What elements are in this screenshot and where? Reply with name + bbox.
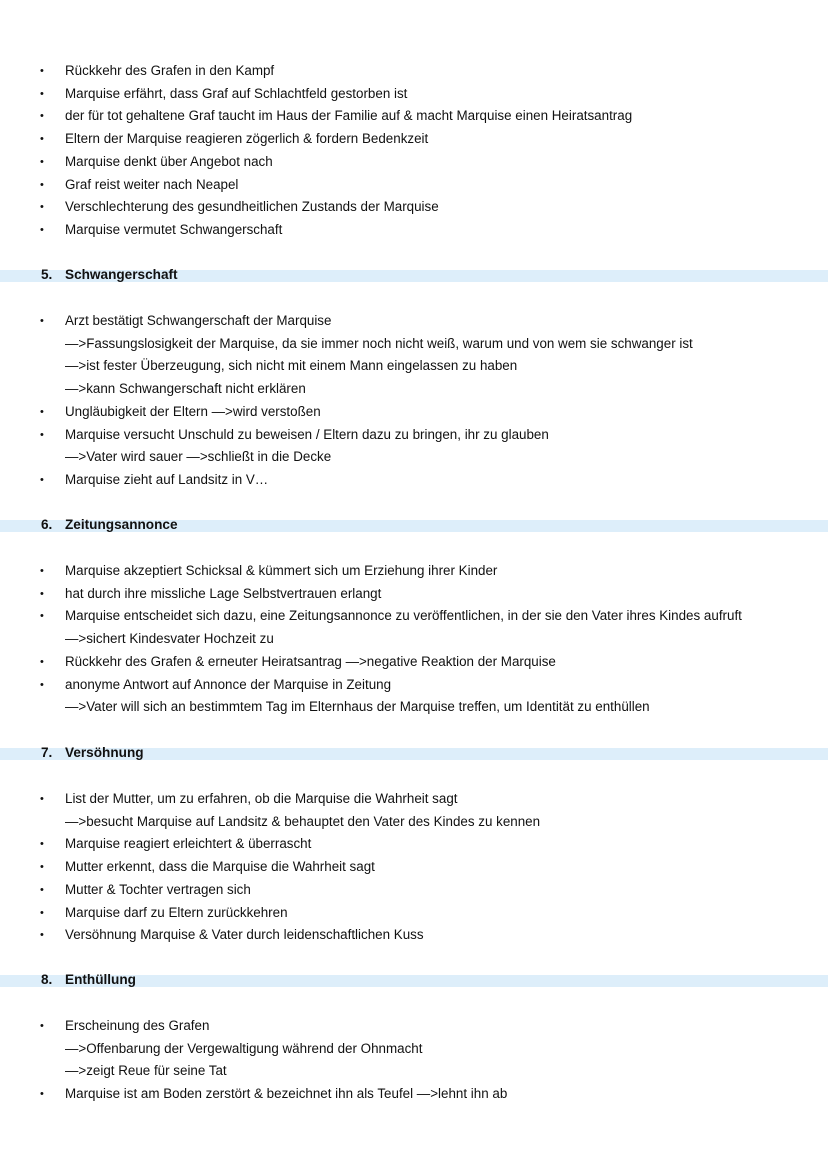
bullet-item	[0, 675, 828, 695]
item-text: Mutter & Tochter vertragen sich	[65, 881, 251, 897]
bullet-icon: •	[40, 861, 44, 874]
item-text: —>besucht Marquise auf Landsitz & behauptet den Vater des Kindes zu kennen	[65, 813, 541, 829]
bullet-icon: •	[40, 929, 44, 942]
bullet-icon: •	[40, 87, 44, 100]
bullet-item	[0, 425, 828, 445]
bullet-item	[0, 152, 828, 172]
bullet-item	[0, 925, 828, 945]
bullet-icon: •	[40, 838, 44, 851]
bullet-icon: •	[40, 110, 44, 123]
item-text: Erscheinung des Grafen	[65, 1018, 210, 1033]
continuation-line	[0, 629, 828, 649]
bullet-item	[0, 84, 828, 104]
item-text: —>ist fester Überzeugung, sich nicht mit einem Mann eingelassen zu haben	[65, 358, 518, 374]
section-number: 7.	[41, 745, 53, 760]
item-text: Marquise versucht Unschuld zu beweisen / Eltern dazu zu bringen, ihr zu glauben	[65, 426, 549, 442]
bullet-item	[0, 106, 828, 126]
bullet-item	[0, 1084, 828, 1104]
continuation-line	[0, 356, 828, 376]
item-text: Marquise ist am Boden zerstört & bezeichnet ihn als Teufel —>lehnt ihn ab	[65, 1086, 508, 1102]
item-text: —>kann Schwangerschaft nicht erklären	[65, 381, 306, 397]
continuation-line	[0, 1039, 828, 1059]
section-number: 6.	[41, 517, 53, 532]
item-text: —>zeigt Reue für seine Tat	[65, 1063, 227, 1079]
continuation-line	[0, 379, 828, 399]
bullet-item	[0, 311, 828, 331]
section-title: Versöhnung	[65, 745, 144, 760]
continuation-line	[0, 812, 828, 832]
item-text: der für tot gehaltene Graf taucht im Haus der Familie auf & macht Marquise einen Heiratsantrag	[65, 108, 633, 124]
bullet-icon: •	[40, 793, 44, 805]
bullet-item	[0, 652, 828, 672]
continuation-line	[0, 447, 828, 467]
item-text: Rückkehr des Grafen & erneuter Heiratsantrag —>negative Reaktion der Marquise	[65, 653, 556, 669]
bullet-icon: •	[40, 678, 44, 691]
bullet-item	[0, 606, 828, 626]
bullet-item	[0, 1016, 828, 1036]
bullet-icon: •	[40, 428, 44, 441]
bullet-icon: •	[40, 223, 44, 236]
item-text: Marquise akzeptiert Schicksal & kümmert sich um Erziehung ihrer Kinder	[65, 563, 498, 578]
item-text: Ungläubigkeit der Eltern —>wird verstoßen	[65, 403, 321, 419]
bullet-item	[0, 129, 828, 149]
bullet-icon: •	[40, 315, 44, 327]
bullet-icon: •	[40, 65, 44, 77]
bullet-icon: •	[40, 1088, 44, 1101]
continuation-line	[0, 697, 828, 717]
item-text: anonyme Antwort auf Annonce der Marquise in Zeitung	[65, 676, 392, 692]
continuation-line	[0, 1061, 828, 1081]
bullet-item	[0, 880, 828, 900]
section-title: Schwangerschaft	[65, 267, 178, 282]
bullet-icon: •	[40, 155, 44, 168]
item-text: List der Mutter, um zu erfahren, ob die Marquise die Wahrheit sagt	[65, 791, 458, 806]
item-text: —>Fassungslosigkeit der Marquise, da sie immer noch nicht weiß, warum und von wem sie schwanger ist	[65, 335, 693, 351]
bullet-item	[0, 175, 828, 195]
bullet-icon: •	[40, 473, 44, 486]
item-text: Marquise zieht auf Landsitz in V…	[65, 471, 269, 487]
bullet-icon: •	[40, 201, 44, 214]
item-text: Rückkehr des Grafen in den Kampf	[65, 63, 275, 78]
item-text: Verschlechterung des gesundheitlichen Zustands der Marquise	[65, 199, 439, 215]
bullet-icon: •	[40, 1020, 44, 1032]
section-title: Zeitungsannonce	[65, 517, 178, 532]
bullet-icon: •	[40, 610, 44, 623]
bullet-icon: •	[40, 655, 44, 668]
continuation-line	[0, 334, 828, 354]
bullet-item	[0, 61, 828, 81]
bullet-icon: •	[40, 133, 44, 146]
bullet-item	[0, 561, 828, 581]
bullet-icon: •	[40, 883, 44, 896]
bullet-icon: •	[40, 565, 44, 577]
item-text: Marquise entscheidet sich dazu, eine Zeitungsannonce zu veröffentlichen, in der sie den Vater ihres Kindes aufruft	[65, 608, 742, 624]
item-text: Marquise denkt über Angebot nach	[65, 153, 273, 169]
item-text: Versöhnung Marquise & Vater durch leidenschaftlichen Kuss	[65, 927, 424, 943]
bullet-item	[0, 789, 828, 809]
bullet-icon: •	[40, 906, 44, 919]
item-text: hat durch ihre missliche Lage Selbstvertrauen erlangt	[65, 585, 382, 601]
bullet-icon: •	[40, 587, 44, 600]
bullet-item	[0, 903, 828, 923]
item-text: —>sichert Kindesvater Hochzeit zu	[65, 631, 274, 647]
bullet-icon: •	[40, 405, 44, 418]
bullet-item	[0, 834, 828, 854]
bullet-item	[0, 220, 828, 240]
item-text: Marquise vermutet Schwangerschaft	[65, 221, 283, 237]
bullet-icon: •	[40, 178, 44, 191]
item-text: Eltern der Marquise reagieren zögerlich & fordern Bedenkzeit	[65, 131, 429, 147]
section-number: 5.	[41, 267, 53, 282]
item-text: —>Vater wird sauer —>schließt in die Decke	[65, 449, 332, 465]
item-text: Mutter erkennt, dass die Marquise die Wahrheit sagt	[65, 859, 375, 875]
item-text: Marquise darf zu Eltern zurückkehren	[65, 904, 288, 920]
bullet-item	[0, 584, 828, 604]
item-text: Graf reist weiter nach Neapel	[65, 176, 239, 192]
item-text: —>Vater will sich an bestimmtem Tag im Elternhaus der Marquise treffen, um Identität zu enthüllen	[65, 699, 650, 715]
bullet-item	[0, 197, 828, 217]
section-number: 8.	[41, 972, 53, 987]
bullet-item	[0, 470, 828, 490]
bullet-item	[0, 857, 828, 877]
bullet-item	[0, 402, 828, 422]
item-text: Marquise reagiert erleichtert & überrascht	[65, 836, 312, 852]
item-text: Arzt bestätigt Schwangerschaft der Marquise	[65, 313, 332, 328]
section-title: Enthüllung	[65, 972, 136, 987]
item-text: Marquise erfährt, dass Graf auf Schlachtfeld gestorben ist	[65, 85, 408, 101]
item-text: —>Offenbarung der Vergewaltigung während der Ohnmacht	[65, 1040, 423, 1056]
